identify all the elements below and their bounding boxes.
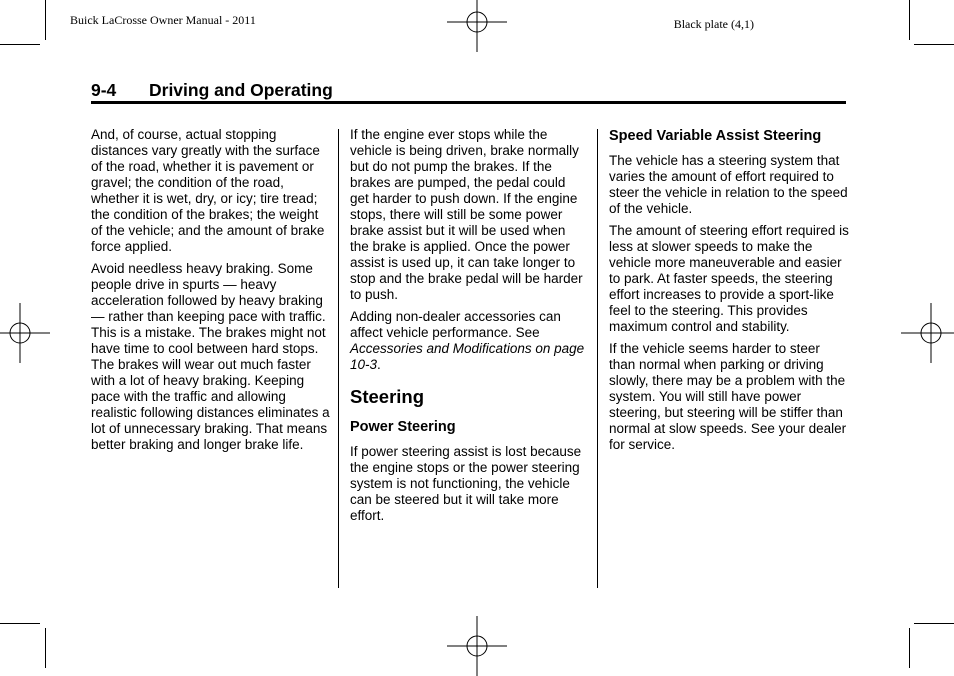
column-1 <box>91 127 331 459</box>
crop-mark-bottom-left-v <box>45 628 46 668</box>
crop-mark-bottom-left-h <box>0 623 40 624</box>
crop-mark-bottom-right-v <box>909 628 910 668</box>
registration-mark-top-icon <box>447 0 507 52</box>
section-title: Driving and Operating <box>149 80 333 100</box>
accessories-period: . <box>377 357 381 372</box>
registration-mark-bottom-icon <box>447 616 507 676</box>
column-divider-2 <box>597 129 598 588</box>
paragraph-accessories <box>350 309 586 373</box>
steering-heading: Steering <box>350 386 425 407</box>
accessories-reference-link[interactable]: Accessories and Modifications on page 10-3 <box>350 341 585 372</box>
paragraph-power-steering: If power steering assist is lost because the engine stops or the power steering system is not functioning, the vehicle can be steered but it will take more effort. <box>350 444 582 523</box>
accessories-text: Adding non-dealer accessories can affect vehicle performance. See <box>350 309 561 340</box>
paragraph-steering-system: The vehicle has a steering system that varies the amount of effort required to steer the vehicle in relation to the speed of the vehicle. <box>609 153 848 216</box>
manual-title: Buick LaCrosse Owner Manual - 2011 <box>70 13 256 27</box>
plate-label: Black plate (4,1) <box>673 17 754 31</box>
section-heading <box>91 80 846 101</box>
paragraph-stopping-distances: And, of course, actual stopping distances vary greatly with the surface of the road, whether it is pavement or gravel; the condition of the road, whether it is wet, dry, or icy; tire tread; the condition of the brakes; the weight of the vehicle; and the amount of brake force applied. <box>91 127 325 254</box>
crop-mark-top-left-h <box>0 44 40 45</box>
registration-mark-right-icon <box>901 303 954 363</box>
column-3 <box>609 127 849 459</box>
speed-variable-assist-heading: Speed Variable Assist Steering <box>609 128 822 144</box>
column-2 <box>350 127 586 530</box>
crop-mark-bottom-right-h <box>914 623 954 624</box>
registration-mark-left-icon <box>0 303 50 363</box>
crop-mark-top-left-v <box>45 0 46 40</box>
paragraph-heavy-braking: Avoid needless heavy braking. Some people drive in spurts — heavy acceleration followed by heavy braking — rather than keeping pace with traffic. This is a mistake. The brakes might not have time to cool between hard stops. The brakes will wear out much faster with a lot of heavy braking. Keeping pace with the traffic and allowing realistic following distances eliminates a lot of unnecessary braking. That means better braking and longer brake life. <box>91 261 330 452</box>
crop-mark-top-right-h <box>914 44 954 45</box>
column-divider-1 <box>338 129 339 588</box>
crop-mark-top-right-v <box>909 0 910 40</box>
paragraph-steering-effort: The amount of steering effort required is less at slower speeds to make the vehicle more maneuverable and easier to park. At faster speeds, the steering effort increases to provide a sport-like feel to the steering. This provides maximum control and stability. <box>609 223 849 334</box>
page-number: 9-4 <box>91 80 117 100</box>
section-rule <box>91 101 846 104</box>
paragraph-harder-to-steer: If the vehicle seems harder to steer than normal when parking or driving slowly, there may be a problem with the system. You will still have power steering, but steering will be stiffer than normal at slow speeds. See your dealer for service. <box>609 341 847 452</box>
power-steering-heading: Power Steering <box>350 419 456 435</box>
paragraph-engine-stops: If the engine ever stops while the vehicle is being driven, brake normally but do not pump the brakes. If the brakes are pumped, the pedal could get harder to push down. If the engine stops, there will still be some power brake assist but it will be used when the brake is applied. Once the power assist is used up, it can take longer to stop and the brake pedal will be harder to push. <box>350 127 583 302</box>
